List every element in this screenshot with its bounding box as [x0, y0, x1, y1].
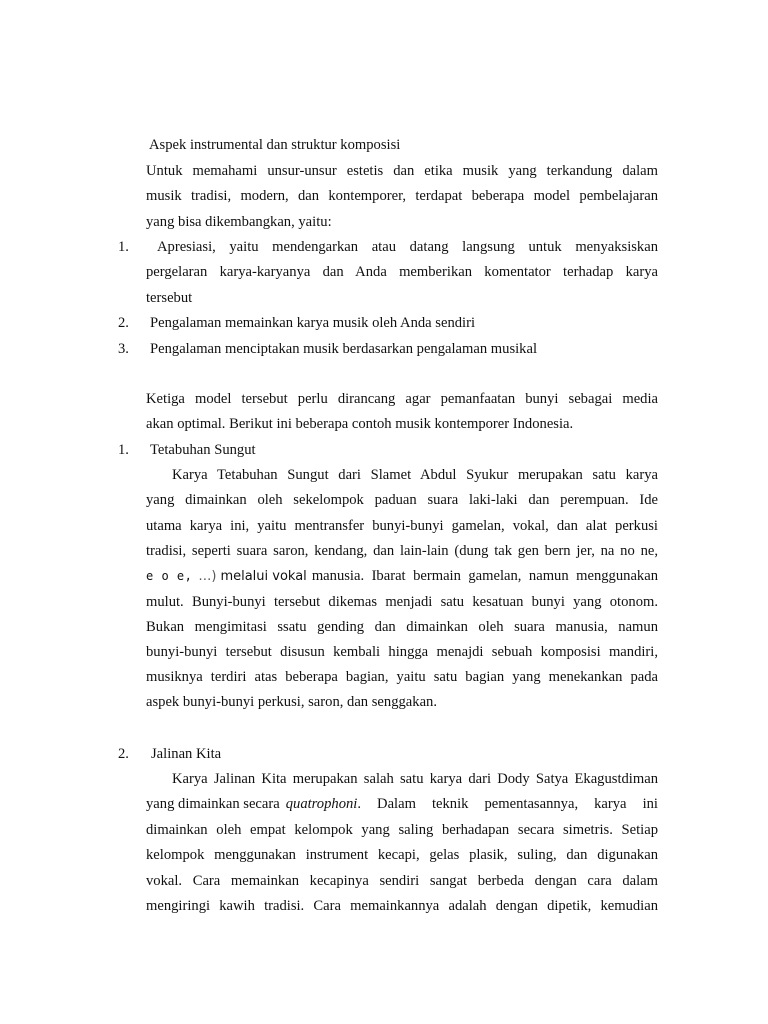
work-line: yang dimainkan oleh sekelompok paduan suara laki-laki dan perempuan. Ide — [146, 492, 658, 508]
work-title: Jalinan Kita — [151, 746, 222, 762]
intro-line: Untuk memahami unsur-unsur estetis dan etika musik yang terkandung dalam — [146, 163, 658, 179]
list-item-line: tersebut — [146, 290, 193, 306]
work-line-mixed — [146, 566, 658, 587]
work-line-mixed — [146, 794, 658, 814]
mono-segment — [146, 566, 307, 587]
list-item-line: Apresiasi, yaitu mendengarkan atau datang langsung untuk menyaksiskan — [157, 239, 658, 255]
work-line: Karya Jalinan Kita merupakan salah satu karya dari Dody Satya Ekagustdiman — [172, 771, 658, 787]
list-number: 2. — [118, 315, 129, 331]
line-after-italic: . Dalam teknik pementasannya, karya ini — [357, 796, 658, 812]
line-before-italic: yang dimainkan secara — [146, 796, 280, 812]
work-number: 2. — [118, 746, 129, 762]
work-line: aspek bunyi-bunyi perkusi, saron, dan senggakan. — [146, 694, 437, 710]
work-line-rest: manusia. Ibarat bermain gamelan, namun menggunakan — [311, 568, 658, 584]
work-line: Karya Tetabuhan Sungut dari Slamet Abdul Syukur merupakan satu karya — [172, 467, 658, 483]
paragraph-line: Ketiga model tersebut perlu dirancang agar pemanfaatan bunyi sebagai media — [146, 391, 658, 407]
sans-segment: melalui vokal — [220, 569, 307, 584]
list-item-line: pergelaran karya-karyanya dan Anda memberikan komentator terhadap karya — [146, 264, 658, 280]
list-number: 1. — [118, 239, 129, 255]
work-title: Tetabuhan Sungut — [150, 442, 256, 458]
work-line: kelompok menggunakan instrument kecapi, gelas plasik, suling, dan digunakan — [146, 847, 658, 863]
work-line: mengiringi kawih tradisi. Cara memainkannya adalah dengan dipetik, kemudian — [146, 898, 658, 914]
paragraph-line: akan optimal. Berikut ini beberapa contoh musik kontemporer Indonesia. — [146, 416, 574, 432]
work-line: tradisi, seperti suara saron, kendang, dan lain-lain (dung tak gen bern jer, na no ne, — [146, 543, 658, 559]
work-line: vokal. Cara memainkan kecapinya sendiri sangat berbeda dengan cara dalam — [146, 873, 658, 889]
intro-line: yang bisa dikembangkan, yaitu: — [146, 214, 332, 230]
section-heading: Aspek instrumental dan struktur komposisi — [149, 137, 401, 153]
work-line: mulut. Bunyi-bunyi tersebut dikemas menjadi satu kesatuan bunyi yang otonom. — [146, 594, 658, 610]
work-line: bunyi-bunyi tersebut disusun kembali hingga menajdi sebuah komposisi mandiri, — [146, 644, 658, 660]
work-line: musiknya terdiri atas beberapa bagian, yaitu satu bagian yang menekankan pada — [146, 669, 658, 685]
ellipsis: …) — [198, 569, 217, 584]
work-line: dimainkan oleh empat kelompok yang saling berhadapan secara simetris. Setiap — [146, 822, 658, 838]
italic-term: quatrophoni — [285, 796, 358, 812]
intro-line: musik tradisi, modern, dan kontemporer, terdapat beberapa model pembelajaran — [146, 188, 658, 204]
work-line: utama karya ini, yaitu mentransfer bunyi-bunyi gamelan, vokal, dan alat perkusi — [146, 518, 658, 534]
list-item-line: Pengalaman memainkan karya musik oleh Anda sendiri — [150, 315, 476, 331]
list-item-line: Pengalaman menciptakan musik berdasarkan pengalaman musikal — [150, 341, 538, 357]
vocal-syllables: e o e, — [146, 569, 193, 583]
work-line: Bukan mengimitasi ssatu gending dan dimainkan oleh suara manusia, namun — [146, 619, 658, 635]
work-number: 1. — [118, 442, 129, 458]
list-number: 3. — [118, 341, 129, 357]
